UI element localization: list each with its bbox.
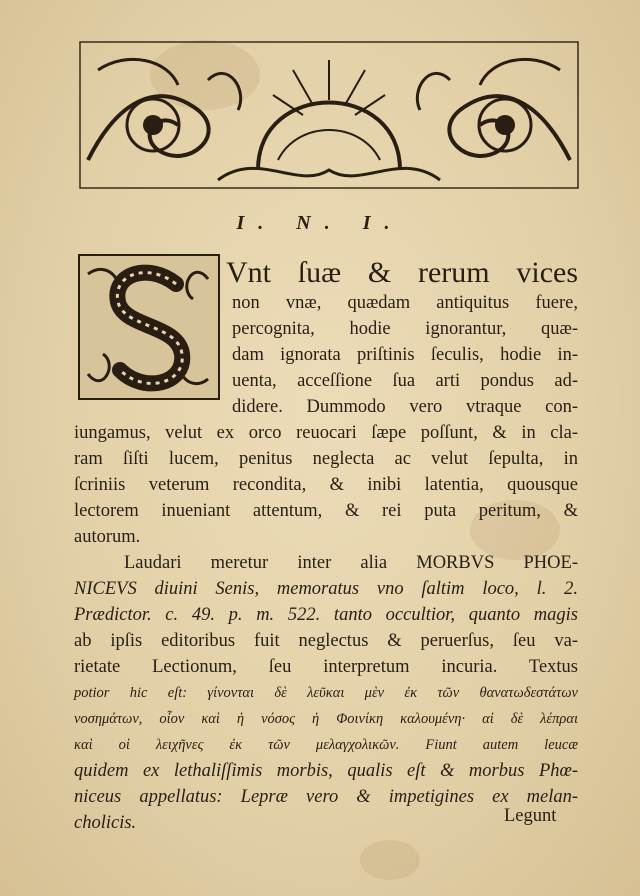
- text-line: ſcriniis veterum recondita, & inibi latentia, quousque: [74, 475, 578, 495]
- text-line: rietate Lectionum, ſeu interpretum incuria. Textus: [74, 657, 578, 677]
- text-line: percognita, hodie ignorantur, quæ-: [232, 319, 578, 339]
- text-run: Laudari meretur inter alia MORBVS PHOE-: [124, 553, 578, 573]
- text-line: didere. Dummodo vero vtraque con-: [232, 397, 578, 417]
- decorated-initial-s: [78, 254, 220, 400]
- greek-text-line: potior hic eſt: γίνονται δὲ λεῦκαι μὲν ἐκ τῶν θανατωδεστάτων: [74, 685, 578, 701]
- text-line: autorum.: [74, 527, 141, 547]
- text-line: NICEVS diuini Senis, memoratus vno ſaltim loco, l. 2.: [74, 579, 578, 599]
- page-heading: I. N. I.: [236, 212, 404, 234]
- text-line: iungamus, velut ex orco reuocari ſæpe poſſunt, & in cla-: [74, 423, 578, 443]
- paper-stain: [360, 840, 420, 880]
- text-line: ab ipſis editoribus fuit neglectus & peruerſus, ſeu va-: [74, 631, 578, 651]
- text-line: non vnæ, quædam antiquitus fuere,: [232, 293, 578, 313]
- text-line: cholicis.: [74, 813, 137, 833]
- text-line: [124, 552, 578, 574]
- greek-text-line: νοσημάτων, οἷον καὶ ἡ νόσος ἡ Φοινίκη καλουμένη· αἱ δὲ λέπραι: [74, 711, 578, 727]
- text-line: uenta, acceſſione ſua arti pondus ad-: [232, 371, 578, 391]
- text-line: ram ſiſti lucem, penitus neglecta ac velut ſepulta, in: [74, 449, 578, 469]
- text-line: dam ignorata priſtinis ſeculis, hodie in-: [232, 345, 578, 365]
- text-line: lectorem inueniant attentum, & rei puta peritum, &: [74, 501, 578, 521]
- greek-text-line: καὶ οἱ λειχῆνες ἐκ τῶν μελαγχολικῶν. Fiunt autem leucæ: [74, 737, 578, 753]
- text-line: niceus appellatus: Lepræ vero & impetigines ex melan-: [74, 787, 578, 807]
- catchword: Legunt: [504, 806, 557, 826]
- text-line: Prædictor. c. 49. p. m. 522. tanto occultior, quanto magis: [74, 605, 578, 625]
- text-line: Vnt ſuæ & rerum vices: [226, 256, 578, 289]
- text-line: quidem ex lethaliſſimis morbis, qualis eſt & morbus Phœ-: [74, 761, 578, 781]
- ornamental-headpiece: [78, 40, 580, 190]
